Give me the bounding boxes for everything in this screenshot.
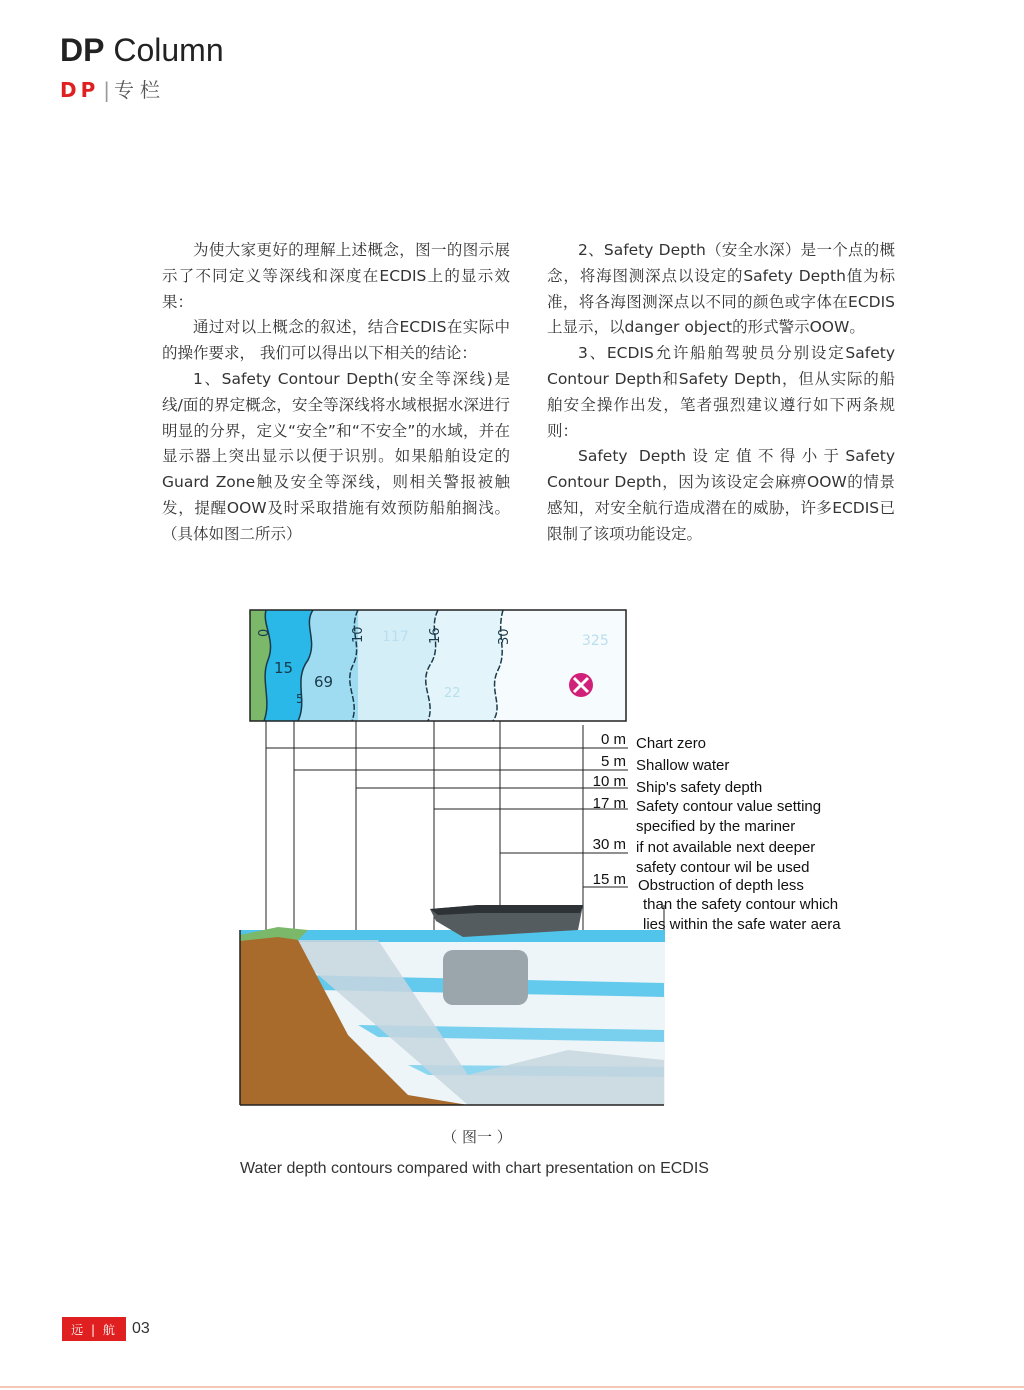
paragraph: 2、Safety Depth（安全水深）是一个点的概念，将海图测深点以设定的Safety Depth值为标准，将各海图测深点以不同的颜色或字体在ECDIS上显示，以danger object的形式警示OOW。 [547,241,895,337]
cross-section [240,905,665,1105]
title-rest: Column [104,32,224,68]
depth-desc: Obstruction of depth less [638,877,804,894]
subtitle-separator: | [103,78,111,102]
depth-desc: than the safety contour which [643,896,839,913]
depth-desc: if not available next deeper [636,839,816,856]
depth-contour-figure [238,605,878,1115]
figure-caption-en: Water depth contours compared with chart presentation on ECDIS [240,1160,709,1177]
sounding: 10 [351,626,366,643]
depth-value: 15 m [592,871,626,888]
depth-desc: lies within the safe water aera [643,916,841,933]
chart-deep-zone [358,610,438,721]
column-title [60,34,224,66]
paragraph: 3、ECDIS允许船舶驾驶员分别设定Safety Contour Depth和Safety Depth，但从实际的船舶安全操作出发，笔者强烈建议遵行如下两条规则： [547,344,895,440]
sounding: 325 [582,633,609,649]
depth-value: 30 m [592,836,626,853]
chart-medium-zone [426,610,503,721]
sounding: 30 [497,628,512,645]
sounding: 22 [444,686,461,701]
subtitle-cn: 专栏 [114,78,167,102]
depth-desc: Ship's safety depth [636,779,763,796]
sounding: 117 [382,629,409,645]
footer-rule [0,1386,1024,1388]
magazine-badge: 远 | 航 [62,1317,126,1341]
depth-desc: specified by the mariner [636,818,796,835]
depth-labels [593,731,842,933]
depth-value: 10 m [592,773,626,790]
page-footer [62,1317,150,1341]
left-column [162,238,510,548]
depth-desc: Safety contour value setting [636,798,822,815]
depth-value: 0 m [600,731,626,748]
sounding: 16 [428,627,443,644]
figure-caption-cn: （ 图一 ） [442,1128,512,1146]
depth-desc: Chart zero [636,735,707,752]
danger-symbol-icon [569,673,593,697]
paragraph: Safety Depth设定值不得小于Safety Contour Depth，因为该设定会麻痹OOW的情景感知，对安全航行造成潜在的威胁，许多ECDIS已限制了该项功能设定。 [547,447,895,543]
paragraph: 为使大家更好的理解上述概念，图一的图示展示了不同定义等深线和深度在ECDIS上的显示效果： [162,241,510,311]
right-column [547,238,895,548]
title-bold: DP [60,32,105,68]
sounding: 69 [314,673,334,691]
depth-guides [266,725,628,900]
depth-value: 17 m [592,795,626,812]
paragraph: 通过对以上概念的叙述，结合ECDIS在实际中的操作要求， 我们可以得出以下相关的结论： [162,318,510,363]
obstruction [443,950,528,1005]
sounding: 15 [274,659,294,677]
sounding: 5 [296,692,304,706]
paragraph: 1、Safety Contour Depth(安全等深线)是线/面的界定概念，安全等深线将水域根据水深进行明显的分界，定义“安全”和“不安全”的水域，并在显示器上突出显示以便于识别。如果船舶设定的Guard Zone触及安全等深线，则相关警报被触发，提醒OOW及时采取措施有效预防船舶搁浅。（具体如图二所示） [162,369,510,543]
depth-desc: safety contour wil be used [636,859,810,876]
sounding: 0 [257,628,272,637]
subtitle-dp: DP [60,78,100,102]
page-number: 03 [132,1320,150,1337]
chart-panel [250,610,626,721]
depth-desc: Shallow water [636,757,730,774]
depth-value: 5 m [600,753,626,770]
column-subtitle [60,80,166,100]
